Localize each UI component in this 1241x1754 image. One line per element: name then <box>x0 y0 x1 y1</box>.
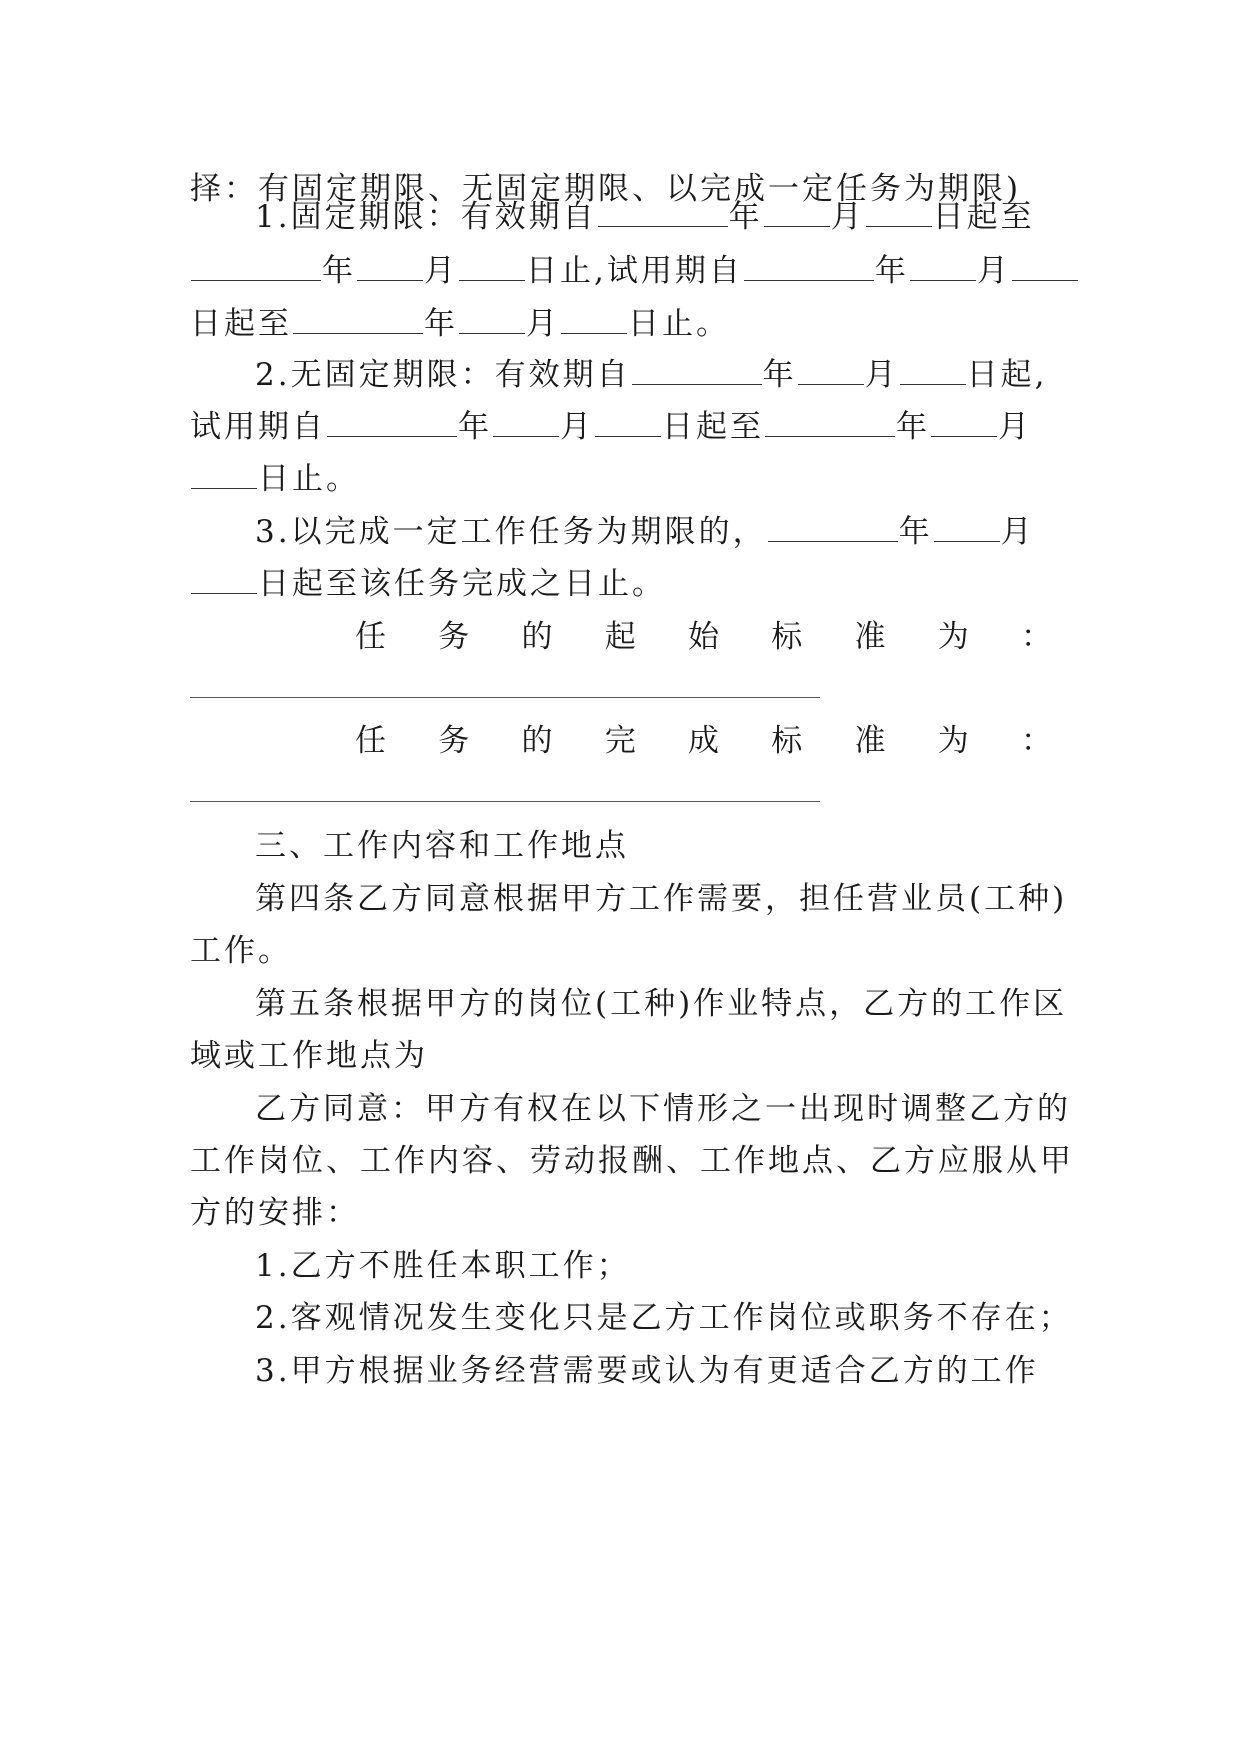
blank-month <box>764 200 830 227</box>
end-label: 日止。 <box>628 306 730 342</box>
list-item-text: 3.甲方根据业务经营需要或认为有更适合乙方的工作 <box>255 1353 1039 1389</box>
end-label: 日止。 <box>258 461 360 497</box>
end-std-char: 成 <box>688 723 719 759</box>
blank-month <box>934 515 1000 542</box>
month-label: 月 <box>864 357 899 393</box>
agreement-text: 方的安排： <box>190 1195 360 1231</box>
list-item-text: 1.乙方不胜任本职工作； <box>255 1248 631 1284</box>
month-label: 月 <box>830 199 865 235</box>
text-line-fixed-term-2 <box>190 242 1052 300</box>
text-line-open-term <box>255 346 1052 404</box>
from-label: 日起至 <box>662 409 764 445</box>
agreement-line-2 <box>190 1132 1074 1190</box>
blank-month <box>493 410 559 437</box>
from-label: 日起至 <box>932 199 1035 235</box>
end-std-char: 标 <box>771 723 803 759</box>
section-title: 三、工作内容和工作地点 <box>255 828 629 864</box>
term-choice-text: 择：有固定期限、无固定期限、以完成一定任务为期限) <box>190 171 1022 207</box>
year-label: 年 <box>874 253 909 289</box>
list-item-text: 2.客观情况发生变化只是乙方工作岗位或职务不存在； <box>255 1300 1073 1336</box>
from-label: 日起至 <box>190 306 292 342</box>
blank-day <box>900 358 966 385</box>
blank-day <box>191 462 257 489</box>
month-label: 月 <box>560 409 594 445</box>
year-label: 年 <box>322 253 356 289</box>
task-end-text: 日起至该任务完成之日止。 <box>258 566 666 602</box>
task-start-standard-blank <box>190 697 820 698</box>
blank-day <box>459 254 525 281</box>
list-item-2 <box>255 1289 1073 1347</box>
task-end-standard-line <box>355 712 1052 770</box>
text-line-task-term <box>255 503 1052 561</box>
blank-month <box>931 410 997 437</box>
blank-day <box>1012 254 1078 281</box>
month-label: 月 <box>1000 514 1035 550</box>
article-5-text: 域或工作地点为 <box>190 1038 428 1074</box>
end-std-char: 为 <box>937 723 969 759</box>
year-label: 年 <box>762 357 797 393</box>
text-line-fixed-term <box>255 188 1052 246</box>
article-5-line-1 <box>255 975 1068 1033</box>
blank-day <box>561 307 627 334</box>
start-std-char: 为 <box>937 619 969 655</box>
end-std-char: 完 <box>604 723 636 759</box>
blank-day <box>866 200 932 227</box>
month-label: 月 <box>976 253 1011 289</box>
article-4-text: 第四条乙方同意根据甲方工作需要，担任营业员(工种) <box>255 881 1068 917</box>
blank-day <box>595 410 661 437</box>
year-label: 年 <box>896 409 930 445</box>
probation-label: 试用期自 <box>190 409 326 445</box>
end-std-char: 准 <box>854 723 886 759</box>
blank-year <box>632 358 762 385</box>
end-std-char: ： <box>1021 723 1052 759</box>
blank-month <box>357 254 423 281</box>
blank-year <box>765 410 895 437</box>
agreement-line-3 <box>190 1184 1052 1242</box>
month-label: 月 <box>526 306 560 342</box>
text-line-open-term-3 <box>190 450 1052 508</box>
blank-day <box>191 567 257 594</box>
open-term-label: 2.无固定期限：有效期自 <box>255 357 631 393</box>
probation-label: 日止,试用期自 <box>526 253 743 289</box>
blank-year <box>598 200 728 227</box>
start-std-char: 标 <box>771 619 803 655</box>
article-4-line-2 <box>190 922 1052 980</box>
agreement-text: 工作岗位、工作内容、劳动报酬、工作地点、乙方应服从甲 <box>190 1143 1074 1179</box>
text-line-open-term-2 <box>190 398 1052 456</box>
start-std-char: 准 <box>854 619 886 655</box>
article-4-text: 工作。 <box>190 933 292 969</box>
year-label: 年 <box>458 409 492 445</box>
year-label: 年 <box>728 199 763 235</box>
start-std-char: 起 <box>604 619 636 655</box>
agreement-text: 乙方同意：甲方有权在以下情形之一出现时调整乙方的 <box>255 1091 1071 1127</box>
start-std-char: 务 <box>438 619 470 655</box>
article-5-text: 第五条根据甲方的岗位(工种)作业特点，乙方的工作区 <box>255 986 1068 1022</box>
task-term-label: 3.以完成一定工作任务为期限的， <box>255 514 767 550</box>
start-std-char: ： <box>1021 619 1052 655</box>
year-label: 年 <box>898 514 933 550</box>
blank-year <box>293 307 423 334</box>
section-heading-3 <box>255 817 1052 875</box>
end-std-char: 的 <box>521 723 553 759</box>
blank-month <box>910 254 976 281</box>
fixed-term-label: 1.固定期限：有效期自 <box>255 199 597 235</box>
blank-year <box>768 515 898 542</box>
blank-month <box>798 358 864 385</box>
blank-year <box>744 254 874 281</box>
year-label: 年 <box>424 306 458 342</box>
task-end-standard-blank <box>190 801 820 802</box>
list-item-1 <box>255 1237 1052 1295</box>
article-5-line-2 <box>190 1027 1052 1085</box>
task-start-standard-line <box>355 608 1052 666</box>
month-label: 月 <box>424 253 458 289</box>
list-item-3 <box>255 1342 1052 1400</box>
start-std-char: 始 <box>688 619 719 655</box>
start-std-char: 任 <box>355 619 386 655</box>
text-line-task-term-2 <box>190 555 1052 613</box>
blank-year <box>327 410 457 437</box>
start-std-char: 的 <box>521 619 553 655</box>
end-std-char: 务 <box>438 723 470 759</box>
article-4-line-1 <box>255 870 1068 928</box>
agreement-line-1 <box>255 1080 1071 1138</box>
end-std-char: 任 <box>355 723 386 759</box>
text-line-fixed-term-3 <box>190 295 1052 353</box>
start-label: 日起, <box>966 357 1048 393</box>
blank-year <box>191 254 321 281</box>
month-label: 月 <box>998 409 1032 445</box>
blank-month <box>459 307 525 334</box>
